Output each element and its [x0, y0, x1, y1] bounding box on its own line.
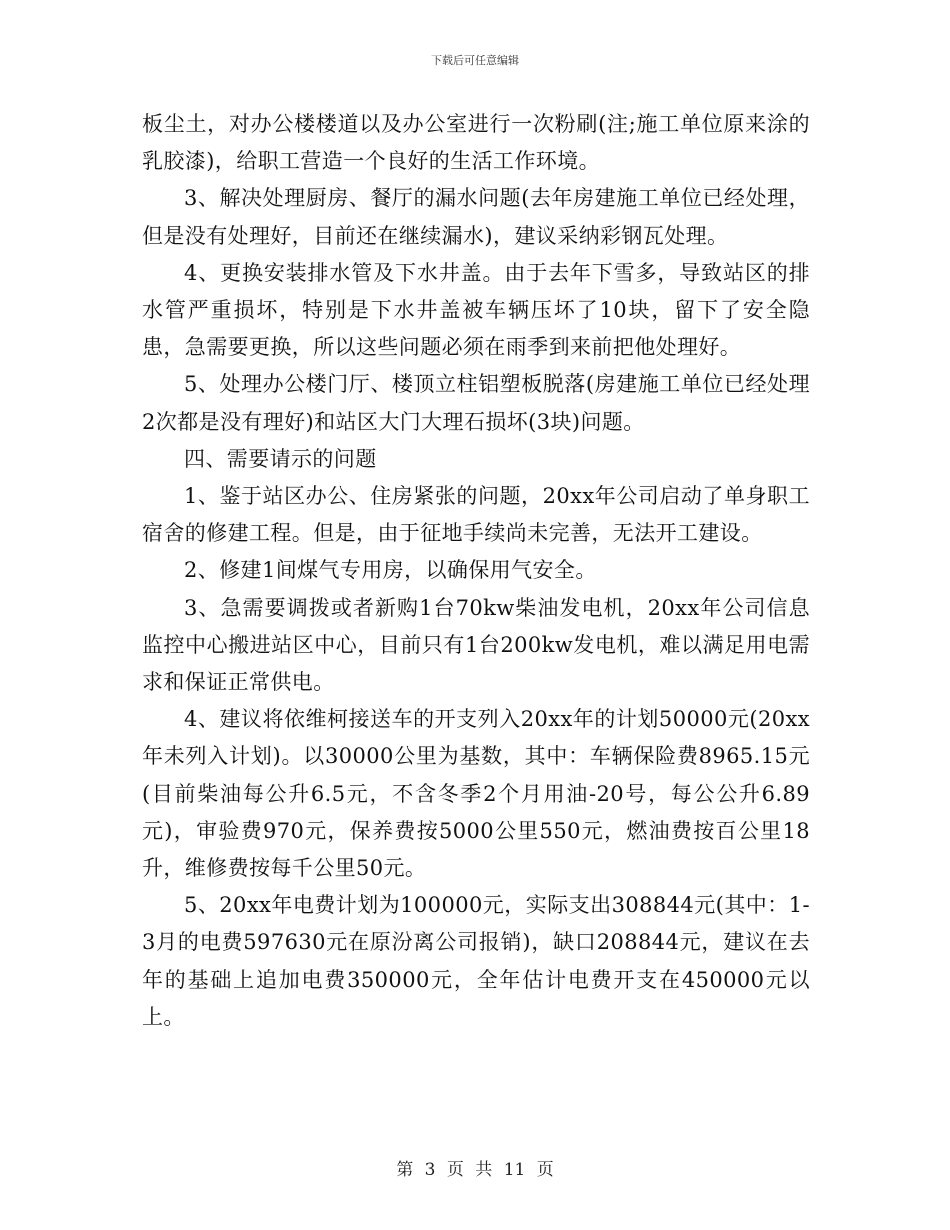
page-number: 第 3 页 共 11 页 [396, 1160, 554, 1180]
page-header: 下载后可任意编辑 [431, 54, 519, 67]
document-body [142, 106, 810, 1036]
paragraph: 板尘土，对办公楼楼道以及办公室进行一次粉刷(注;施工单位原来涂的乳胶漆)，给职工营造一个良好的生活工作环境。 [142, 112, 810, 174]
paragraph: 4、更换安装排水管及下水井盖。由于去年下雪多，导致站区的排水管严重损坏，特别是下水井盖被车辆压坏了10块，留下了安全隐患，急需要更换，所以这些问题必须在雨季到来前把他处理好。 [142, 260, 810, 360]
paragraph: 3、解决处理厨房、餐厅的漏水问题(去年房建施工单位已经处理，但是没有处理好，目前还在继续漏水)，建议采纳彩钢瓦处理。 [142, 186, 810, 248]
paragraph: 5、20xx年电费计划为100000元，实际支出308844元(其中：1-3月的电费597630元在原汾离公司报销)，缺口208844元，建议在去年的基础上追加电费350000元，全年估计电费开支在450000元以上。 [142, 893, 810, 1029]
paragraph: 1、鉴于站区办公、住房紧张的问题，20xx年公司启动了单身职工宿舍的修建工程。但是，由于征地手续尚未完善，无法开工建设。 [142, 484, 810, 546]
paragraph: 4、建议将依维柯接送车的开支列入20xx年的计划50000元(20xx年未列入计划)。以30000公里为基数，其中：车辆保险费8965.15元(目前柴油每公升6.5元，不含冬季2个月用油-20号，每公公升6.89元)，审验费970元，保养费按5000公里550元，燃油费按百公里18升，维修费按每千公里50元。 [142, 707, 810, 881]
section-heading: 四、需要请示的问题 [184, 446, 377, 471]
paragraph: 3、急需要调拨或者新购1台70kw柴油发电机，20xx年公司信息监控中心搬进站区中心，目前只有1台200kw发电机，难以满足用电需求和保证正常供电。 [142, 595, 810, 695]
paragraph: 2、修建1间煤气专用房，以确保用气安全。 [184, 558, 597, 583]
paragraph: 5、处理办公楼门厅、楼顶立柱铝塑板脱落(房建施工单位已经处理2次都是没有理好)和站区大门大理石损坏(3块)问题。 [142, 372, 810, 434]
